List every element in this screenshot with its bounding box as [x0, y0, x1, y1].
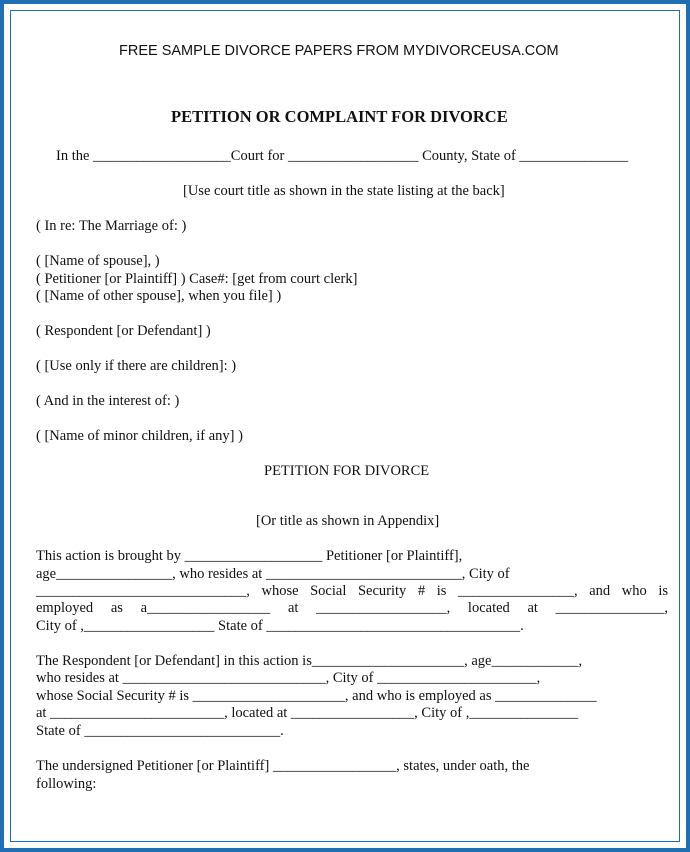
caption-respondent: ( Respondent [or Defendant] )	[36, 323, 211, 339]
paragraph2-line: who resides at ____________________________, City of ______________________,	[36, 670, 541, 686]
paragraph1-line: age________________, who resides at ___________________________, City of	[36, 566, 510, 582]
petition-subheading: [Or title as shown in Appendix]	[256, 513, 440, 529]
caption-interest: ( And in the interest of: )	[36, 393, 180, 409]
paragraph3-line: The undersigned Petitioner [or Plaintiff] _________________, states, under oath, the	[36, 758, 530, 774]
paragraph2-line: at ________________________, located at _________________, City of ,_______________	[36, 705, 579, 721]
caption-petitioner: ( Petitioner [or Plaintiff] ) Case#: [get from court clerk]	[36, 271, 358, 287]
paragraph2-line: whose Social Security # is _____________________, and who is employed as ______________	[36, 688, 597, 704]
paragraph1-line: _____________________________, whose Social Security # is ________________, and who is	[36, 583, 668, 599]
paragraph1-line: employed as a_________________ at __________________, located at _______________,	[36, 600, 668, 616]
caption-spouse: ( [Name of spouse], )	[36, 253, 160, 269]
document-title: PETITION OR COMPLAINT FOR DIVORCE	[171, 107, 508, 126]
paragraph1-line: City of ,__________________ State of ___________________________________.	[36, 618, 524, 634]
caption-other-spouse: ( [Name of other spouse], when you file] )	[36, 288, 282, 304]
banner-text: FREE SAMPLE DIVORCE PAPERS FROM MYDIVORCEUSA.COM	[119, 43, 559, 59]
caption-minor-children: ( [Name of minor children, if any] )	[36, 428, 243, 444]
paragraph3-line: following:	[36, 776, 97, 792]
paragraph2-line: The Respondent [or Defendant] in this action is_____________________, age____________,	[36, 653, 583, 669]
paragraph2-line: State of ___________________________.	[36, 723, 284, 739]
court-line: In the ___________________Court for __________________ County, State of _______________	[56, 148, 629, 164]
caption-in-re: ( In re: The Marriage of: )	[36, 218, 187, 234]
caption-children-note: ( [Use only if there are children]: )	[36, 358, 237, 374]
paragraph1-line: This action is brought by ___________________ Petitioner [or Plaintiff],	[36, 548, 463, 564]
petition-heading: PETITION FOR DIVORCE	[264, 463, 430, 479]
court-title-note: [Use court title as shown in the state listing at the back]	[183, 183, 505, 199]
